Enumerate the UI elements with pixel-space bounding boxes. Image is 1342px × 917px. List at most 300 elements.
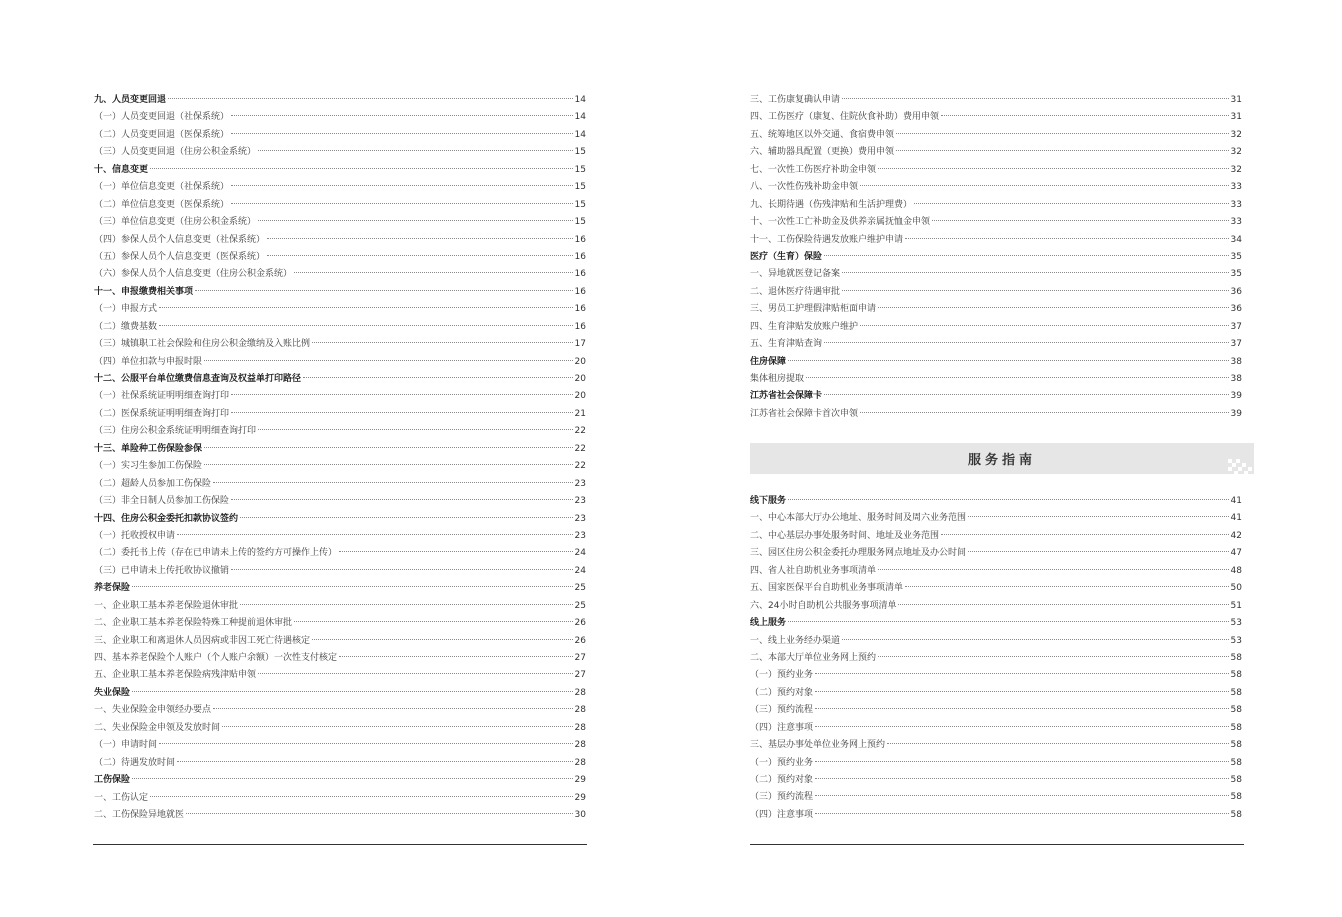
toc-page-number: 15 bbox=[574, 217, 586, 228]
toc-entry[interactable] bbox=[750, 737, 1242, 754]
toc-page-number: 37 bbox=[1230, 339, 1242, 350]
toc-entry[interactable] bbox=[750, 598, 1242, 615]
toc-entry-label: 三、园区住房公积金委托办理服务网点地址及办公时间 bbox=[750, 548, 967, 559]
toc-entry-label: 三、企业职工和离退休人员因病或非因工死亡待遇核定 bbox=[94, 635, 311, 646]
left-bottom-rule bbox=[93, 844, 587, 845]
toc-entry-label: 十一、工伤保险待遇发放账户维护申请 bbox=[750, 234, 904, 245]
toc-page-number: 24 bbox=[574, 548, 586, 559]
toc-page-number: 58 bbox=[1230, 809, 1242, 820]
toc-dot-leader bbox=[878, 307, 1229, 308]
toc-entry-label: 十、一次性工亡补助金及供养亲属抚恤金申领 bbox=[750, 217, 931, 228]
toc-entry[interactable] bbox=[94, 249, 586, 266]
toc-entry-label: 江苏省社会保障卡 bbox=[750, 391, 823, 402]
toc-entry-label: （一）申请时间 bbox=[94, 740, 158, 751]
toc-entry[interactable] bbox=[94, 109, 586, 126]
toc-entry[interactable] bbox=[750, 162, 1242, 179]
toc-page-number: 16 bbox=[574, 286, 586, 297]
toc-page-number: 58 bbox=[1230, 757, 1242, 768]
toc-page-number: 23 bbox=[574, 496, 586, 507]
toc-entry[interactable] bbox=[750, 214, 1242, 231]
toc-entry-label: 十二、公服平台单位缴费信息查询及权益单打印路径 bbox=[94, 374, 302, 384]
toc-entry-label: 六、24小时自助机公共服务事项清单 bbox=[750, 600, 897, 611]
toc-entry[interactable] bbox=[94, 144, 586, 161]
toc-dot-leader bbox=[231, 115, 573, 116]
toc-entry[interactable] bbox=[94, 790, 586, 807]
toc-entry[interactable] bbox=[750, 807, 1242, 824]
toc-entry-label: 五、企业职工基本养老保险病残津贴申领 bbox=[94, 670, 257, 681]
toc-entry-label: （三）预约流程 bbox=[750, 705, 814, 716]
toc-entry-label: （一）单位信息变更（社保系统） bbox=[94, 182, 230, 193]
toc-entry-label: （三）住房公积金系统证明明细查询打印 bbox=[94, 426, 257, 437]
toc-entry[interactable] bbox=[94, 720, 586, 737]
toc-entry[interactable] bbox=[750, 371, 1242, 388]
toc-entry[interactable] bbox=[94, 301, 586, 318]
toc-page-number: 22 bbox=[574, 426, 586, 437]
toc-page-number: 17 bbox=[574, 339, 586, 350]
toc-dot-leader bbox=[231, 412, 573, 413]
toc-page-number: 28 bbox=[574, 687, 586, 698]
toc-entry-label: 一、线上业务经办渠道 bbox=[750, 635, 841, 646]
toc-dot-leader bbox=[231, 394, 573, 395]
toc-entry[interactable] bbox=[94, 667, 586, 684]
toc-section-heading[interactable] bbox=[94, 371, 586, 388]
toc-entry-label: 九、长期待遇（伤残津贴和生活护理费） bbox=[750, 199, 913, 210]
toc-entry-label: （二）预约对象 bbox=[750, 775, 814, 785]
toc-page-number: 42 bbox=[1230, 530, 1242, 541]
toc-page-number: 25 bbox=[574, 600, 586, 611]
toc-entry-label: （二）预约对象 bbox=[750, 687, 814, 698]
toc-entry-label: 十、信息变更 bbox=[94, 164, 149, 175]
toc-page-number: 41 bbox=[1230, 496, 1242, 506]
toc-entry[interactable] bbox=[94, 266, 586, 283]
toc-dot-leader bbox=[887, 743, 1229, 744]
toc-dot-leader bbox=[896, 133, 1229, 134]
toc-page-number: 53 bbox=[1230, 635, 1242, 646]
toc-entry[interactable] bbox=[94, 476, 586, 493]
toc-entry-label: 四、基本养老保险个人账户（个人账户余额）一次性支付核定 bbox=[94, 653, 338, 663]
toc-entry-label: （三）已申请未上传托收协议撤销 bbox=[94, 565, 230, 576]
toc-entry-label: 四、生育津贴发放账户维护 bbox=[750, 321, 859, 332]
toc-entry[interactable] bbox=[750, 197, 1242, 214]
toc-entry-label: 五、生育津贴查询 bbox=[750, 339, 823, 350]
toc-entry-label: （三）单位信息变更（住房公积金系统） bbox=[94, 217, 257, 228]
toc-entry[interactable] bbox=[750, 563, 1242, 580]
toc-dot-leader bbox=[159, 743, 573, 744]
toc-entry[interactable] bbox=[750, 266, 1242, 283]
toc-entry-label: 八、一次性伤残补助金申领 bbox=[750, 182, 859, 193]
toc-page-number: 31 bbox=[1230, 95, 1242, 105]
toc-page-number: 58 bbox=[1230, 792, 1242, 803]
toc-entry-label: （二）委托书上传（存在已申请未上传的签约方可操作上传） bbox=[94, 548, 338, 559]
toc-dot-leader bbox=[312, 342, 573, 343]
toc-entry-label: 养老保险 bbox=[94, 583, 131, 594]
toc-entry-label: （一）托收授权申请 bbox=[94, 530, 176, 541]
toc-section-heading[interactable] bbox=[94, 580, 586, 597]
toc-page-number: 20 bbox=[574, 374, 586, 384]
toc-entry-label: 三、基层办事处单位业务网上预约 bbox=[750, 740, 886, 751]
toc-dot-leader bbox=[815, 691, 1229, 692]
toc-entry[interactable] bbox=[94, 563, 586, 580]
toc-page-number: 32 bbox=[1230, 164, 1242, 175]
toc-entry-label: 三、工伤康复确认申请 bbox=[750, 95, 841, 105]
toc-dot-leader bbox=[968, 516, 1229, 517]
toc-entry-label: 江苏省社会保障卡首次申领 bbox=[750, 408, 859, 419]
toc-dot-leader bbox=[231, 203, 573, 204]
toc-section-heading[interactable] bbox=[94, 162, 586, 179]
toc-dot-leader bbox=[240, 517, 573, 518]
toc-dot-leader bbox=[132, 586, 573, 587]
toc-entry[interactable] bbox=[750, 702, 1242, 719]
toc-entry[interactable] bbox=[94, 197, 586, 214]
toc-page-number: 48 bbox=[1230, 565, 1242, 576]
toc-dot-leader bbox=[842, 272, 1229, 273]
toc-entry[interactable] bbox=[94, 319, 586, 336]
toc-page-number: 30 bbox=[574, 809, 586, 820]
toc-page-number: 28 bbox=[574, 740, 586, 751]
toc-entry[interactable] bbox=[750, 179, 1242, 196]
toc-dot-leader bbox=[806, 377, 1229, 378]
toc-dot-leader bbox=[258, 220, 573, 221]
toc-dot-leader bbox=[815, 813, 1229, 814]
toc-entry[interactable] bbox=[750, 789, 1242, 806]
toc-entry-label: （六）参保人员个人信息变更（住房公积金系统） bbox=[94, 269, 293, 280]
toc-entry[interactable] bbox=[94, 423, 586, 440]
toc-section-heading[interactable] bbox=[94, 92, 586, 109]
toc-page-number: 58 bbox=[1230, 652, 1242, 663]
toc-dot-leader bbox=[815, 673, 1229, 674]
toc-entry-label: 十四、住房公积金委托扣款协议签约 bbox=[94, 513, 239, 524]
toc-entry[interactable] bbox=[750, 667, 1242, 684]
toc-dot-leader bbox=[968, 551, 1229, 552]
toc-page-number: 16 bbox=[574, 269, 586, 280]
toc-entry[interactable] bbox=[750, 127, 1242, 144]
toc-page-number: 32 bbox=[1230, 147, 1242, 158]
toc-dot-leader bbox=[842, 290, 1229, 291]
toc-entry-label: （三）人员变更回退（住房公积金系统） bbox=[94, 147, 257, 158]
toc-entry[interactable] bbox=[94, 458, 586, 475]
toc-entry[interactable] bbox=[94, 528, 586, 545]
toc-page-number: 28 bbox=[574, 705, 586, 716]
toc-entry-label: 集体租房提取 bbox=[750, 374, 805, 384]
toc-dot-leader bbox=[159, 325, 573, 326]
toc-entry-label: （二）待遇发放时间 bbox=[94, 757, 176, 768]
toc-page-number: 16 bbox=[574, 304, 586, 315]
toc-dot-leader bbox=[860, 325, 1229, 326]
toc-entry-label: （五）参保人员个人信息变更（医保系统） bbox=[94, 251, 266, 262]
toc-page-number: 15 bbox=[574, 182, 586, 193]
toc-entry[interactable] bbox=[94, 755, 586, 772]
toc-dot-leader bbox=[815, 726, 1229, 727]
toc-dot-leader bbox=[177, 534, 573, 535]
toc-section-heading[interactable] bbox=[94, 511, 586, 528]
toc-entry-label: 五、国家医保平台自助机业务事项清单 bbox=[750, 583, 904, 594]
toc-page-number: 34 bbox=[1230, 234, 1242, 245]
toc-dot-leader bbox=[788, 621, 1229, 622]
toc-dot-leader bbox=[312, 639, 573, 640]
toc-entry[interactable] bbox=[750, 109, 1242, 126]
toc-entry[interactable] bbox=[750, 406, 1242, 423]
toc-page-number: 26 bbox=[574, 618, 586, 629]
toc-entry-label: （二）缴费基数 bbox=[94, 321, 158, 332]
toc-page-number: 24 bbox=[574, 565, 586, 576]
toc-entry-label: （二）单位信息变更（医保系统） bbox=[94, 199, 230, 210]
toc-entry[interactable] bbox=[750, 650, 1242, 667]
toc-page-number: 16 bbox=[574, 321, 586, 332]
toc-dot-leader bbox=[815, 795, 1229, 796]
toc-page-number: 23 bbox=[574, 478, 586, 489]
toc-entry[interactable] bbox=[750, 685, 1242, 702]
toc-section-heading[interactable] bbox=[750, 493, 1242, 510]
toc-section-heading[interactable] bbox=[94, 284, 586, 301]
toc-dot-leader bbox=[204, 464, 573, 465]
toc-entry[interactable] bbox=[94, 214, 586, 231]
toc-dot-leader bbox=[159, 307, 573, 308]
toc-dot-leader bbox=[824, 394, 1229, 395]
toc-page-number: 23 bbox=[574, 530, 586, 541]
toc-page-number: 38 bbox=[1230, 374, 1242, 384]
toc-dot-leader bbox=[898, 604, 1228, 605]
toc-entry-label: 四、省人社自助机业务事项清单 bbox=[750, 565, 877, 576]
toc-entry[interactable] bbox=[94, 702, 586, 719]
toc-entry[interactable] bbox=[750, 528, 1242, 545]
banner-pixel-decoration bbox=[1228, 459, 1254, 474]
toc-entry[interactable] bbox=[94, 807, 586, 824]
toc-entry-label: （三）非全日制人员参加工伤保险 bbox=[94, 496, 230, 507]
section-banner-service-guide bbox=[750, 443, 1254, 474]
toc-entry[interactable] bbox=[750, 720, 1242, 737]
toc-page-number: 36 bbox=[1230, 286, 1242, 297]
toc-dot-leader bbox=[878, 656, 1229, 657]
toc-dot-leader bbox=[842, 639, 1229, 640]
toc-page-number: 15 bbox=[574, 147, 586, 158]
toc-entry[interactable] bbox=[94, 633, 586, 650]
toc-page-number: 37 bbox=[1230, 321, 1242, 332]
toc-page-number: 58 bbox=[1230, 775, 1242, 785]
toc-entry[interactable] bbox=[750, 772, 1242, 789]
toc-entry-label: （三）城镇职工社会保险和住房公积金缴纳及入账比例 bbox=[94, 339, 311, 350]
toc-page-number: 20 bbox=[574, 391, 586, 402]
toc-entry[interactable] bbox=[750, 580, 1242, 597]
toc-entry-label: 住房保障 bbox=[750, 356, 787, 367]
toc-entry-label: （一）社保系统证明明细查询打印 bbox=[94, 391, 230, 402]
toc-dot-leader bbox=[896, 150, 1229, 151]
toc-dot-leader bbox=[231, 185, 573, 186]
toc-entry-label: 医疗（生育）保险 bbox=[750, 251, 823, 262]
toc-page-number: 35 bbox=[1230, 251, 1242, 262]
toc-entry[interactable] bbox=[94, 493, 586, 510]
right-bottom-rule bbox=[750, 844, 1244, 845]
toc-entry[interactable] bbox=[750, 144, 1242, 161]
toc-dot-leader bbox=[204, 447, 573, 448]
toc-dot-leader bbox=[815, 778, 1229, 779]
toc-page-number: 58 bbox=[1230, 670, 1242, 681]
toc-dot-leader bbox=[150, 168, 573, 169]
toc-entry-label: （二）医保系统证明明细查询打印 bbox=[94, 408, 230, 419]
toc-entry[interactable] bbox=[750, 319, 1242, 336]
toc-page-number: 32 bbox=[1230, 129, 1242, 140]
toc-entry-label: 线下服务 bbox=[750, 496, 787, 506]
toc-section-heading[interactable] bbox=[94, 685, 586, 702]
section-banner-title: 服务指南 bbox=[967, 453, 1036, 468]
right-toc-column-bottom bbox=[750, 493, 1242, 824]
toc-entry[interactable] bbox=[94, 615, 586, 632]
toc-page-number: 58 bbox=[1230, 722, 1242, 733]
toc-page-number: 27 bbox=[574, 670, 586, 681]
toc-page-number: 22 bbox=[574, 461, 586, 472]
toc-dot-leader bbox=[240, 604, 573, 605]
toc-entry-label: 线上服务 bbox=[750, 618, 787, 629]
toc-page-number: 26 bbox=[574, 635, 586, 646]
toc-entry-label: 二、中心基层办事处服务时间、地址及业务范围 bbox=[750, 530, 940, 541]
toc-page-number: 58 bbox=[1230, 705, 1242, 716]
toc-entry-label: （二）超龄人员参加工伤保险 bbox=[94, 478, 212, 489]
toc-dot-leader bbox=[339, 656, 573, 657]
toc-page-number: 14 bbox=[574, 95, 586, 105]
toc-page-number: 47 bbox=[1230, 548, 1242, 559]
toc-entry-label: 二、本部大厅单位业务网上预约 bbox=[750, 652, 877, 663]
toc-dot-leader bbox=[815, 708, 1229, 709]
toc-dot-leader bbox=[303, 377, 573, 378]
toc-page-number: 41 bbox=[1230, 513, 1242, 524]
toc-page-number: 35 bbox=[1230, 269, 1242, 280]
toc-section-heading[interactable] bbox=[750, 615, 1242, 632]
toc-section-heading[interactable] bbox=[750, 354, 1242, 371]
toc-page-number: 28 bbox=[574, 757, 586, 768]
toc-dot-leader bbox=[878, 569, 1229, 570]
toc-entry-label: 二、企业职工基本养老保险特殊工种提前退休审批 bbox=[94, 618, 293, 629]
toc-section-heading[interactable] bbox=[94, 441, 586, 458]
toc-section-heading[interactable] bbox=[750, 388, 1242, 405]
toc-entry[interactable] bbox=[750, 336, 1242, 353]
toc-page-number: 31 bbox=[1230, 112, 1242, 123]
toc-entry[interactable] bbox=[750, 301, 1242, 318]
toc-entry[interactable] bbox=[750, 284, 1242, 301]
toc-dot-leader bbox=[788, 360, 1229, 361]
toc-dot-leader bbox=[941, 115, 1229, 116]
toc-entry[interactable] bbox=[94, 388, 586, 405]
toc-dot-leader bbox=[905, 586, 1229, 587]
toc-dot-leader bbox=[860, 185, 1229, 186]
toc-entry[interactable] bbox=[750, 510, 1242, 527]
toc-dot-leader bbox=[231, 133, 573, 134]
toc-page-number: 16 bbox=[574, 251, 586, 262]
toc-page-number: 39 bbox=[1230, 408, 1242, 419]
toc-page-number: 51 bbox=[1230, 600, 1242, 611]
toc-page-number: 14 bbox=[574, 129, 586, 140]
toc-entry-label: 二、失业保险金申领及发放时间 bbox=[94, 722, 221, 733]
toc-entry[interactable] bbox=[94, 336, 586, 353]
toc-dot-leader bbox=[815, 761, 1229, 762]
toc-entry-label: 五、统筹地区以外交通、食宿费申领 bbox=[750, 129, 895, 140]
toc-entry-label: （四）单位扣款与申报时限 bbox=[94, 356, 203, 367]
toc-entry[interactable] bbox=[750, 545, 1242, 562]
toc-page-number: 21 bbox=[574, 408, 586, 419]
toc-dot-leader bbox=[932, 220, 1229, 221]
toc-page-number: 33 bbox=[1230, 199, 1242, 210]
toc-entry[interactable] bbox=[750, 755, 1242, 772]
toc-page-number: 39 bbox=[1230, 391, 1242, 402]
toc-dot-leader bbox=[231, 569, 573, 570]
toc-entry[interactable] bbox=[94, 650, 586, 667]
toc-page-number: 16 bbox=[574, 234, 586, 245]
toc-entry[interactable] bbox=[750, 633, 1242, 650]
toc-entry-label: 六、辅助器具配置（更换）费用申领 bbox=[750, 147, 895, 158]
toc-dot-leader bbox=[222, 726, 573, 727]
toc-page-number: 15 bbox=[574, 199, 586, 210]
toc-entry-label: （四）参保人员个人信息变更（社保系统） bbox=[94, 234, 266, 245]
toc-dot-leader bbox=[941, 534, 1229, 535]
toc-entry[interactable] bbox=[750, 92, 1242, 109]
toc-entry[interactable] bbox=[94, 545, 586, 562]
toc-dot-leader bbox=[258, 673, 573, 674]
toc-entry-label: 十一、申报缴费相关事项 bbox=[94, 286, 194, 297]
toc-page-number: 53 bbox=[1230, 618, 1242, 629]
toc-page-number: 33 bbox=[1230, 217, 1242, 228]
toc-dot-leader bbox=[150, 796, 573, 797]
toc-entry-label: 二、退休医疗待遇审批 bbox=[750, 286, 841, 297]
toc-page-number: 27 bbox=[574, 653, 586, 663]
toc-page-number: 15 bbox=[574, 164, 586, 175]
toc-entry-label: 失业保险 bbox=[94, 687, 131, 698]
toc-entry[interactable] bbox=[94, 598, 586, 615]
toc-entry-label: （四）注意事项 bbox=[750, 722, 814, 733]
toc-entry[interactable] bbox=[750, 232, 1242, 249]
toc-dot-leader bbox=[824, 255, 1229, 256]
toc-dot-leader bbox=[231, 499, 573, 500]
toc-dot-leader bbox=[788, 499, 1229, 500]
toc-section-heading[interactable] bbox=[94, 772, 586, 789]
toc-entry-label: 一、异地就医登记备案 bbox=[750, 269, 841, 280]
toc-entry[interactable] bbox=[94, 179, 586, 196]
toc-entry[interactable] bbox=[94, 406, 586, 423]
toc-entry-label: 九、人员变更回退 bbox=[94, 95, 167, 105]
toc-page-number: 36 bbox=[1230, 304, 1242, 315]
toc-entry-label: （三）预约流程 bbox=[750, 792, 814, 803]
toc-dot-leader bbox=[213, 482, 573, 483]
toc-page-number: 38 bbox=[1230, 356, 1242, 367]
toc-entry-label: 工伤保险 bbox=[94, 775, 131, 786]
toc-page-number: 58 bbox=[1230, 687, 1242, 698]
toc-entry-label: 四、工伤医疗（康复、住院伙食补助）费用申领 bbox=[750, 112, 940, 123]
toc-dot-leader bbox=[294, 621, 573, 622]
toc-entry[interactable] bbox=[94, 737, 586, 754]
toc-entry[interactable] bbox=[94, 127, 586, 144]
toc-page-number: 58 bbox=[1230, 740, 1242, 751]
left-toc-column bbox=[94, 92, 586, 824]
toc-dot-leader bbox=[132, 691, 573, 692]
toc-dot-leader bbox=[824, 342, 1229, 343]
toc-entry-label: 一、失业保险金申领经办要点 bbox=[94, 705, 212, 716]
toc-dot-leader bbox=[186, 813, 573, 814]
toc-page-number: 20 bbox=[574, 356, 586, 367]
toc-page-number: 28 bbox=[574, 722, 586, 733]
toc-entry-label: （四）注意事项 bbox=[750, 809, 814, 820]
toc-dot-leader bbox=[267, 238, 573, 239]
toc-dot-leader bbox=[204, 360, 573, 361]
toc-entry-label: （二）人员变更回退（医保系统） bbox=[94, 129, 230, 140]
toc-dot-leader bbox=[842, 98, 1229, 99]
toc-dot-leader bbox=[339, 551, 573, 552]
toc-section-heading[interactable] bbox=[750, 249, 1242, 266]
toc-page-number: 23 bbox=[574, 513, 586, 524]
toc-entry[interactable] bbox=[94, 232, 586, 249]
toc-entry[interactable] bbox=[94, 354, 586, 371]
toc-dot-leader bbox=[258, 429, 573, 430]
toc-page-number: 29 bbox=[574, 792, 586, 803]
toc-page-number: 14 bbox=[574, 112, 586, 123]
toc-dot-leader bbox=[294, 272, 573, 273]
toc-entry-label: （一）人员变更回退（社保系统） bbox=[94, 112, 230, 123]
